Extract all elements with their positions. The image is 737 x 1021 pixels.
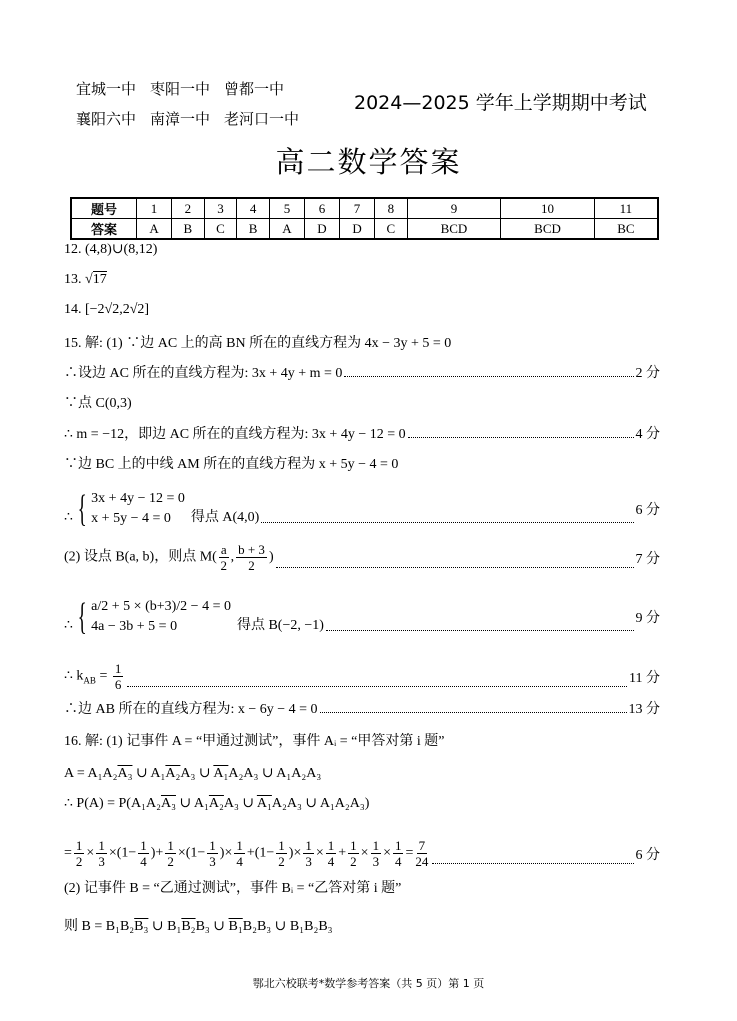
fraction bbox=[234, 838, 245, 869]
question-number: 1 bbox=[137, 198, 172, 219]
numerator: 1 bbox=[75, 838, 83, 853]
line-content bbox=[64, 765, 321, 782]
text-segment: A₃ ∪ bbox=[180, 766, 214, 781]
text-segment: +(1− bbox=[246, 845, 275, 861]
answer-cell: BCD bbox=[407, 219, 501, 240]
text-segment: 16. 解: (1) 记事件 A = “甲通过测试”，事件 Aᵢ = “甲答对第 i 题” bbox=[64, 734, 445, 749]
complement-event: A₂ bbox=[208, 796, 224, 811]
text-segment: ∴ P(A) = P(A₁A₂ bbox=[64, 796, 161, 811]
answer-cell: B bbox=[172, 219, 205, 240]
row-label: 题号 bbox=[71, 198, 137, 219]
line-content bbox=[64, 795, 369, 812]
dotted-leader bbox=[276, 567, 634, 568]
text-segment: = bbox=[64, 845, 72, 861]
text-segment: + bbox=[338, 845, 347, 861]
denominator: 6 bbox=[114, 677, 122, 692]
equation-system bbox=[73, 598, 231, 636]
numerator: 1 bbox=[278, 838, 285, 853]
answer-cell: A bbox=[137, 219, 172, 240]
fraction bbox=[165, 838, 176, 869]
text-segment: )× bbox=[288, 845, 302, 861]
line-content bbox=[64, 661, 125, 692]
text-segment: 则 B = B₁B₂ bbox=[64, 919, 135, 934]
text-segment: ×(1− bbox=[108, 845, 137, 861]
text-segment: ) bbox=[268, 549, 274, 565]
denominator: 2 bbox=[167, 854, 174, 869]
text-segment: ∴ k bbox=[64, 668, 84, 684]
denominator: 3 bbox=[209, 854, 216, 869]
text-segment: ∵边 BC 上的中线 AM 所在的直线方程为 x + 5y − 4 = 0 bbox=[64, 457, 399, 472]
question-number: 10 bbox=[501, 198, 595, 219]
line-content bbox=[64, 542, 274, 573]
score-label: 13 分 bbox=[628, 702, 660, 717]
solution-line bbox=[64, 838, 660, 869]
text-segment: A₂A₃ ∪ A₁A₂A₃) bbox=[271, 796, 370, 811]
solution-line bbox=[64, 795, 660, 812]
text-segment: = bbox=[405, 845, 414, 861]
line-content bbox=[64, 915, 333, 935]
fraction bbox=[219, 542, 229, 573]
numerator: 1 bbox=[394, 838, 402, 853]
numerator: 1 bbox=[372, 838, 380, 853]
fraction bbox=[276, 838, 287, 869]
score-label: 6 分 bbox=[635, 503, 660, 518]
numerator: 1 bbox=[305, 838, 312, 853]
dotted-leader bbox=[408, 437, 634, 438]
solution-line bbox=[64, 542, 660, 573]
school-name: 老河口一中 bbox=[224, 110, 300, 128]
fraction bbox=[348, 838, 359, 869]
solution-line bbox=[64, 698, 660, 718]
text-segment: × bbox=[315, 845, 324, 861]
text-segment: × bbox=[360, 845, 369, 861]
answer-cell: C bbox=[204, 219, 237, 240]
solution-line bbox=[64, 490, 660, 528]
solution-line bbox=[64, 730, 660, 750]
score-label: 7 分 bbox=[635, 551, 660, 567]
equation: a/2 + 5 × (b+3)/2 − 4 = 0 bbox=[91, 599, 231, 614]
text-segment: ∴边 AB 所在的直线方程为: x − 6y − 4 = 0 bbox=[64, 702, 318, 717]
text-segment: )+ bbox=[150, 845, 164, 861]
line-content bbox=[64, 838, 430, 869]
complement-event: B₂ bbox=[181, 919, 196, 934]
denominator: 2 bbox=[75, 854, 83, 869]
text-segment: 13. √ bbox=[64, 272, 93, 287]
text-segment: 得点 A(4,0) bbox=[190, 510, 260, 525]
denominator: 4 bbox=[327, 854, 335, 869]
fraction bbox=[393, 838, 404, 869]
solution-line bbox=[64, 332, 660, 352]
denominator: 4 bbox=[236, 854, 243, 869]
line-content bbox=[64, 272, 107, 288]
answer-cell: D bbox=[340, 219, 375, 240]
school-name: 曾都一中 bbox=[224, 80, 285, 98]
denominator: 3 bbox=[372, 854, 380, 869]
numerator: 1 bbox=[350, 838, 357, 853]
solution-line bbox=[64, 661, 660, 692]
line-content bbox=[64, 241, 157, 258]
school-name: 枣阳一中 bbox=[150, 80, 211, 98]
text-segment: ∵点 C(0,3) bbox=[64, 396, 132, 411]
dotted-leader bbox=[127, 686, 627, 687]
equation: x + 5y − 4 = 0 bbox=[91, 511, 171, 526]
numerator: a bbox=[220, 542, 227, 557]
question-number: 4 bbox=[237, 198, 270, 219]
solution-line bbox=[64, 241, 660, 258]
line-content bbox=[64, 362, 342, 382]
text-segment: A = A₁A₂ bbox=[64, 766, 118, 781]
solution-line bbox=[64, 302, 660, 318]
question-number: 3 bbox=[204, 198, 237, 219]
exam-title: 2024—2025 学年上学期期中考试 bbox=[354, 92, 647, 114]
denominator: 2 bbox=[350, 854, 357, 869]
fraction bbox=[371, 838, 382, 869]
complement-event: A₃ bbox=[117, 766, 133, 781]
dotted-leader bbox=[344, 376, 633, 377]
text-segment: )× bbox=[219, 845, 233, 861]
text-segment: 15. 解: (1) ∵边 AC 上的高 BN 所在的直线方程为 4x − 3y + 5 = 0 bbox=[64, 336, 452, 351]
question-number: 5 bbox=[269, 198, 304, 219]
line-content bbox=[64, 332, 451, 352]
text-segment: ∴设边 AC 所在的直线方程为: 3x + 4y + m = 0 bbox=[64, 366, 343, 381]
numerator: 7 bbox=[418, 838, 426, 853]
brace-icon: { bbox=[77, 488, 87, 530]
question-number: 2 bbox=[172, 198, 205, 219]
answer-row bbox=[71, 219, 658, 240]
solution-line bbox=[64, 362, 660, 382]
equation-system bbox=[73, 490, 185, 528]
answer-cell: BC bbox=[594, 219, 658, 240]
equation: 3x + 4y − 12 = 0 bbox=[91, 491, 185, 506]
text-segment: (2) 记事件 B = “乙通过测试”，事件 Bᵢ = “乙答对第 i 题” bbox=[64, 881, 402, 896]
dotted-leader bbox=[326, 630, 634, 631]
line-content bbox=[64, 598, 324, 636]
question-number: 11 bbox=[594, 198, 658, 219]
denominator: 2 bbox=[278, 854, 285, 869]
numerator: 1 bbox=[114, 661, 122, 676]
complement-event: A₂ bbox=[165, 766, 181, 781]
text-segment: ∪ A₁ bbox=[175, 796, 209, 811]
answer-cell: B bbox=[237, 219, 270, 240]
school-list-row1 bbox=[76, 78, 298, 99]
line-content bbox=[64, 490, 259, 528]
numerator: 1 bbox=[98, 838, 105, 853]
complement-event: B₃ bbox=[134, 919, 149, 934]
fraction bbox=[207, 838, 218, 869]
fraction bbox=[96, 838, 107, 869]
fraction bbox=[236, 542, 267, 573]
page-title: 高二数学答案 bbox=[275, 145, 462, 179]
question-number-row bbox=[71, 198, 658, 219]
text-segment: ∴ m = −12，即边 AC 所在的直线方程为: 3x + 4y − 12 = 0 bbox=[64, 427, 406, 442]
answer-table bbox=[70, 197, 659, 240]
solution-line bbox=[64, 598, 660, 636]
solution-line bbox=[64, 392, 660, 412]
fraction bbox=[113, 661, 124, 692]
numerator: 1 bbox=[140, 838, 147, 853]
dotted-leader bbox=[432, 863, 633, 864]
row-label: 答案 bbox=[71, 219, 137, 240]
dotted-leader bbox=[261, 522, 633, 523]
text-segment: B₃ ∪ bbox=[195, 919, 229, 934]
school-list-row2 bbox=[76, 108, 313, 129]
line-content bbox=[64, 730, 445, 750]
score-label: 11 分 bbox=[629, 670, 660, 686]
text-segment: (2) 设点 B(a, b)，则点 M( bbox=[64, 549, 217, 565]
text-segment: 12. (4,8)∪(8,12) bbox=[64, 242, 158, 257]
line-content bbox=[64, 302, 149, 318]
text-segment: ∴ bbox=[64, 510, 73, 525]
fraction bbox=[326, 838, 337, 869]
brace-icon: { bbox=[77, 596, 87, 638]
dotted-leader bbox=[320, 712, 627, 713]
fraction bbox=[74, 838, 85, 869]
solution-line bbox=[64, 423, 660, 443]
answer-cell: A bbox=[269, 219, 304, 240]
line-content bbox=[64, 392, 132, 412]
solution-line bbox=[64, 453, 660, 473]
radicand: 17 bbox=[92, 272, 107, 287]
school-name: 南漳一中 bbox=[150, 110, 211, 128]
text-segment: = bbox=[95, 668, 111, 684]
text-segment: ∪ A₁ bbox=[132, 766, 166, 781]
score-label: 2 分 bbox=[635, 366, 660, 381]
numerator: b + 3 bbox=[238, 542, 265, 557]
line-content bbox=[64, 423, 406, 443]
answer-cell: D bbox=[304, 219, 339, 240]
text-segment: × bbox=[86, 845, 95, 861]
question-number: 8 bbox=[375, 198, 408, 219]
question-number: 9 bbox=[407, 198, 501, 219]
denominator: 2 bbox=[220, 558, 227, 573]
text-segment: A₂A₃ ∪ A₁A₂A₃ bbox=[228, 766, 322, 781]
fraction bbox=[138, 838, 149, 869]
score-label: 4 分 bbox=[635, 427, 660, 442]
denominator: 2 bbox=[248, 558, 255, 573]
solution-line bbox=[64, 765, 660, 782]
complement-event: B₁ bbox=[228, 919, 243, 934]
text-segment: A₃ ∪ bbox=[223, 796, 257, 811]
line-content bbox=[64, 877, 401, 897]
denominator: 4 bbox=[140, 854, 147, 869]
text-segment: ×(1− bbox=[177, 845, 206, 861]
numerator: 1 bbox=[167, 838, 174, 853]
text-segment: ∪ B₁ bbox=[148, 919, 182, 934]
score-label: 6 分 bbox=[635, 847, 660, 863]
numerator: 1 bbox=[236, 838, 243, 853]
line-content bbox=[64, 453, 398, 473]
text-segment: ∴ bbox=[64, 618, 73, 633]
page-footer: 鄂北六校联考*数学参考答案（共 5 页）第 1 页 bbox=[252, 977, 485, 990]
text-segment: 得点 B(−2, −1) bbox=[236, 618, 324, 633]
text-segment: , bbox=[230, 549, 235, 565]
denominator: 24 bbox=[415, 854, 429, 869]
text-segment: × bbox=[383, 845, 391, 861]
answer-cell: BCD bbox=[501, 219, 595, 240]
equation: 4a − 3b + 5 = 0 bbox=[91, 619, 178, 634]
numerator: 1 bbox=[209, 838, 216, 853]
complement-event: A₃ bbox=[160, 796, 176, 811]
numerator: 1 bbox=[327, 838, 335, 853]
text-segment: 14. [−2√2,2√2] bbox=[64, 302, 150, 317]
denominator: 3 bbox=[305, 854, 312, 869]
line-content bbox=[64, 698, 318, 718]
subscript: AB bbox=[83, 675, 96, 686]
solution-line bbox=[64, 272, 660, 288]
denominator: 3 bbox=[98, 854, 105, 869]
complement-event: A₁ bbox=[256, 796, 272, 811]
solution-line bbox=[64, 915, 660, 935]
school-name: 宜城一中 bbox=[76, 80, 137, 98]
text-segment: B₂B₃ ∪ B₁B₂B₃ bbox=[242, 919, 333, 934]
question-number: 7 bbox=[340, 198, 375, 219]
complement-event: A₁ bbox=[213, 766, 229, 781]
question-number: 6 bbox=[304, 198, 339, 219]
score-label: 9 分 bbox=[635, 611, 660, 626]
answer-cell: C bbox=[375, 219, 408, 240]
school-name: 襄阳六中 bbox=[76, 110, 137, 128]
fraction bbox=[303, 838, 314, 869]
fraction bbox=[415, 838, 428, 869]
solution-line bbox=[64, 877, 660, 897]
denominator: 4 bbox=[394, 854, 402, 869]
